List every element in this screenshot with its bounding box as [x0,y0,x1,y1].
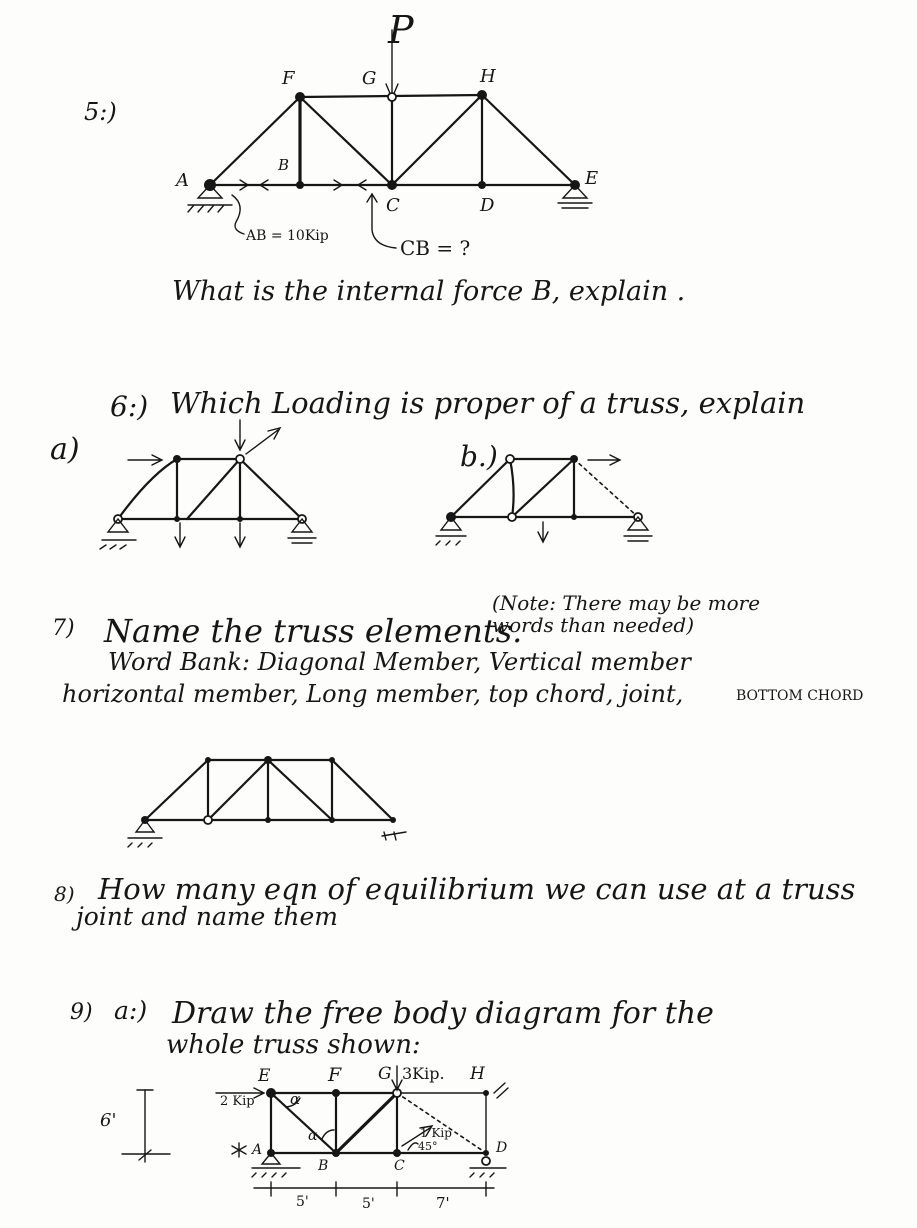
q9-alpha-top: α [290,1090,301,1108]
q5-label-g: G [362,68,377,89]
q9-height-label: 6' [100,1110,117,1131]
q9-part: a:) [114,996,148,1025]
q9-span2: 5' [362,1196,375,1212]
q5-label-e: E [585,168,599,189]
q9-line1: Draw the free body diagram for the [172,996,714,1031]
q7-word-bank-line2: horizontal member, Long member, top chord, joint, [62,680,684,708]
q7-question: Name the truss elements. [104,612,523,650]
q5-cb-label: CB = ? [400,236,471,260]
q5-label-b: B [278,156,290,174]
q9-load-2kip: 2 Kip [220,1094,255,1109]
q9-label-a: A [252,1142,263,1158]
q6-option-b-label: b.) [460,440,498,473]
q5-label-h: H [480,66,496,87]
q5-label-a: A [176,170,189,191]
q5-question: What is the internal force B, explain . [172,276,686,307]
q9-label-g: G [378,1064,392,1084]
q5-label-c: C [386,195,400,216]
q9-number: 9) [70,1000,93,1025]
q9-load-1kip: 1 Kip [420,1126,452,1140]
q5-ab-label: AB = 10Kip [246,228,329,244]
q9-line2: whole truss shown: [166,1030,421,1060]
q9-label-c: C [394,1158,405,1174]
q7-word-bank-tail: BOTTOM CHORD [736,688,864,704]
q7-number: 7) [52,616,75,641]
q6-question: Which Loading is proper of a truss, explain [170,386,806,420]
q7-word-bank-line1: Word Bank: Diagonal Member, Vertical member [108,648,691,676]
q9-span1: 5' [296,1194,309,1210]
q9-load-3kip: 3Kip. [402,1064,445,1083]
q9-label-e: E [258,1066,271,1086]
q7-note: (Note: There may be more words than needed) [492,591,761,637]
q5-load-label: P [388,8,414,52]
q5-label-f: F [282,68,295,89]
q9-label-h: H [470,1064,485,1084]
q9-angle-45: 45° [418,1140,438,1153]
q9-span3: 7' [436,1194,450,1212]
q9-alpha-bottom: α [308,1128,318,1144]
q5-number: 5:) [84,98,117,126]
q6-option-a-label: a) [50,432,80,467]
q9-label-f: F [328,1064,342,1086]
q9-label-b: B [318,1158,329,1174]
q8-line1: How many eqn of equilibrium we can use at a truss [98,872,856,906]
q5-label-d: D [480,195,495,216]
q8-number: 8) [54,882,75,906]
q8-line2: joint and name them [76,902,338,931]
q9-label-d: D [496,1140,508,1156]
q6-number: 6:) [110,390,149,423]
